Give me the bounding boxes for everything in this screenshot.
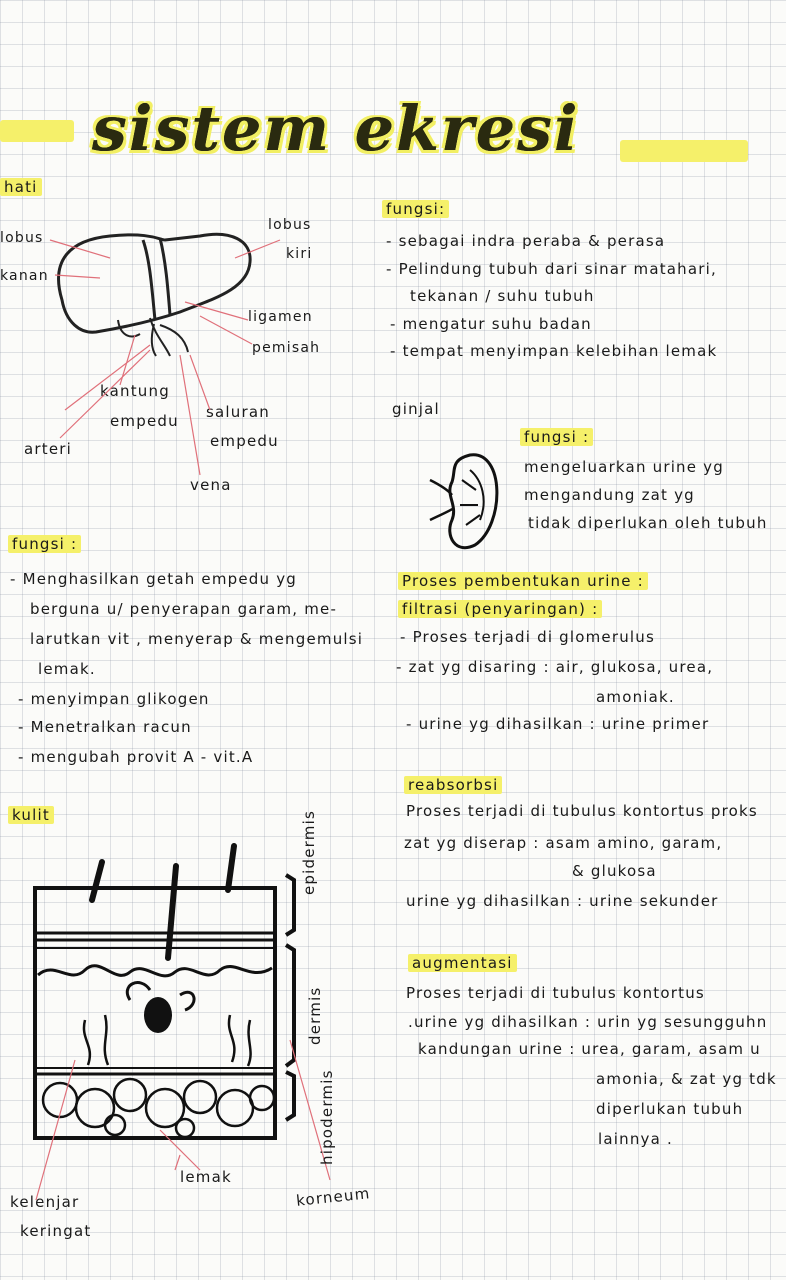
label-keringat: keringat [20, 1222, 92, 1240]
label-arteri: arteri [24, 440, 73, 458]
kulit-fungsi-line: tekanan / suhu tubuh [410, 287, 595, 305]
layer-dermis: dermis [306, 986, 324, 1045]
kulit-heading: kulit [8, 806, 54, 824]
label-kiri: kiri [286, 246, 313, 262]
reabsorbsi-line: Proses terjadi di tubulus kontortus proks [406, 802, 758, 820]
kulit-fungsi-line: - sebagai indra peraba & perasa [386, 232, 666, 250]
label-lemak: lemak [180, 1168, 232, 1186]
augmentasi-line: lainnya . [598, 1130, 673, 1148]
label-empedu: empedu [110, 412, 179, 430]
label-saluran-empedu: empedu [210, 432, 279, 450]
hati-fungsi-line: - mengubah provit A - vit.A [18, 748, 254, 766]
label-vena: vena [190, 476, 232, 494]
kulit-fungsi-line: - mengatur suhu badan [390, 315, 592, 333]
label-ligamen: ligamen [248, 309, 313, 325]
label-lobus-right: lobus [268, 217, 312, 233]
label-saluran: saluran [206, 403, 270, 421]
augmentasi-heading: augmentasi [408, 954, 517, 972]
reabsorbsi-heading: reabsorbsi [404, 776, 502, 794]
ginjal-fungsi-heading: fungsi : [520, 428, 593, 446]
augmentasi-line: Proses terjadi di tubulus kontortus [406, 984, 705, 1002]
hati-heading: hati [0, 178, 42, 196]
layer-hipodermis: hipodermis [318, 1069, 336, 1165]
label-kantung: kantung [100, 382, 170, 400]
ginjal-fungsi-line: mengandung zat yg [524, 486, 695, 504]
label-kanan: kanan [0, 268, 49, 284]
layer-epidermis: epidermis [300, 810, 318, 895]
hati-fungsi-line: lemak. [38, 660, 96, 678]
hati-fungsi-line: larutkan vit , menyerap & mengemulsi [30, 630, 364, 648]
kulit-fungsi-heading: fungsi: [382, 200, 449, 218]
augmentasi-line: amonia, & zat yg tdk [596, 1070, 777, 1088]
hati-fungsi-line: - menyimpan glikogen [18, 690, 210, 708]
label-korneum: korneum [295, 1184, 372, 1210]
kulit-fungsi-line: - Pelindung tubuh dari sinar matahari, [386, 260, 717, 278]
filtrasi-line: - urine yg dihasilkan : urine primer [406, 715, 710, 733]
hati-fungsi-heading: fungsi : [8, 535, 81, 553]
hati-fungsi-line: - Menghasilkan getah empedu yg [10, 570, 298, 588]
augmentasi-line: kandungan urine : urea, garam, asam u [418, 1040, 761, 1058]
hati-fungsi-line: - Menetralkan racun [18, 718, 192, 736]
reabsorbsi-line: zat yg diserap : asam amino, garam, [404, 834, 723, 852]
page-title: sistem ekresi [92, 92, 580, 165]
kidney-diagram [0, 0, 786, 560]
label-lobus-left: lobus [0, 230, 44, 246]
filtrasi-line: - zat yg disaring : air, glukosa, urea, [396, 658, 714, 676]
filtrasi-line: amoniak. [596, 688, 675, 706]
label-pemisah: pemisah [252, 340, 321, 356]
reabsorbsi-line: urine yg dihasilkan : urine sekunder [406, 892, 719, 910]
kulit-fungsi-line: - tempat menyimpan kelebihan lemak [390, 342, 718, 360]
filtrasi-heading: filtrasi (penyaringan) : [398, 600, 602, 618]
hati-fungsi-line: berguna u/ penyerapan garam, me- [30, 600, 338, 618]
label-kelenjar: kelenjar [10, 1193, 80, 1211]
ginjal-fungsi-line: mengeluarkan urine yg [524, 458, 724, 476]
reabsorbsi-line: & glukosa [572, 862, 657, 880]
filtrasi-line: - Proses terjadi di glomerulus [400, 628, 656, 646]
augmentasi-line: .urine yg dihasilkan : urin yg sesungguhn [408, 1013, 768, 1031]
urine-heading: Proses pembentukan urine : [398, 572, 648, 590]
ginjal-fungsi-line: tidak diperlukan oleh tubuh [528, 514, 768, 532]
augmentasi-line: diperlukan tubuh [596, 1100, 744, 1118]
ginjal-heading: ginjal [392, 400, 440, 418]
